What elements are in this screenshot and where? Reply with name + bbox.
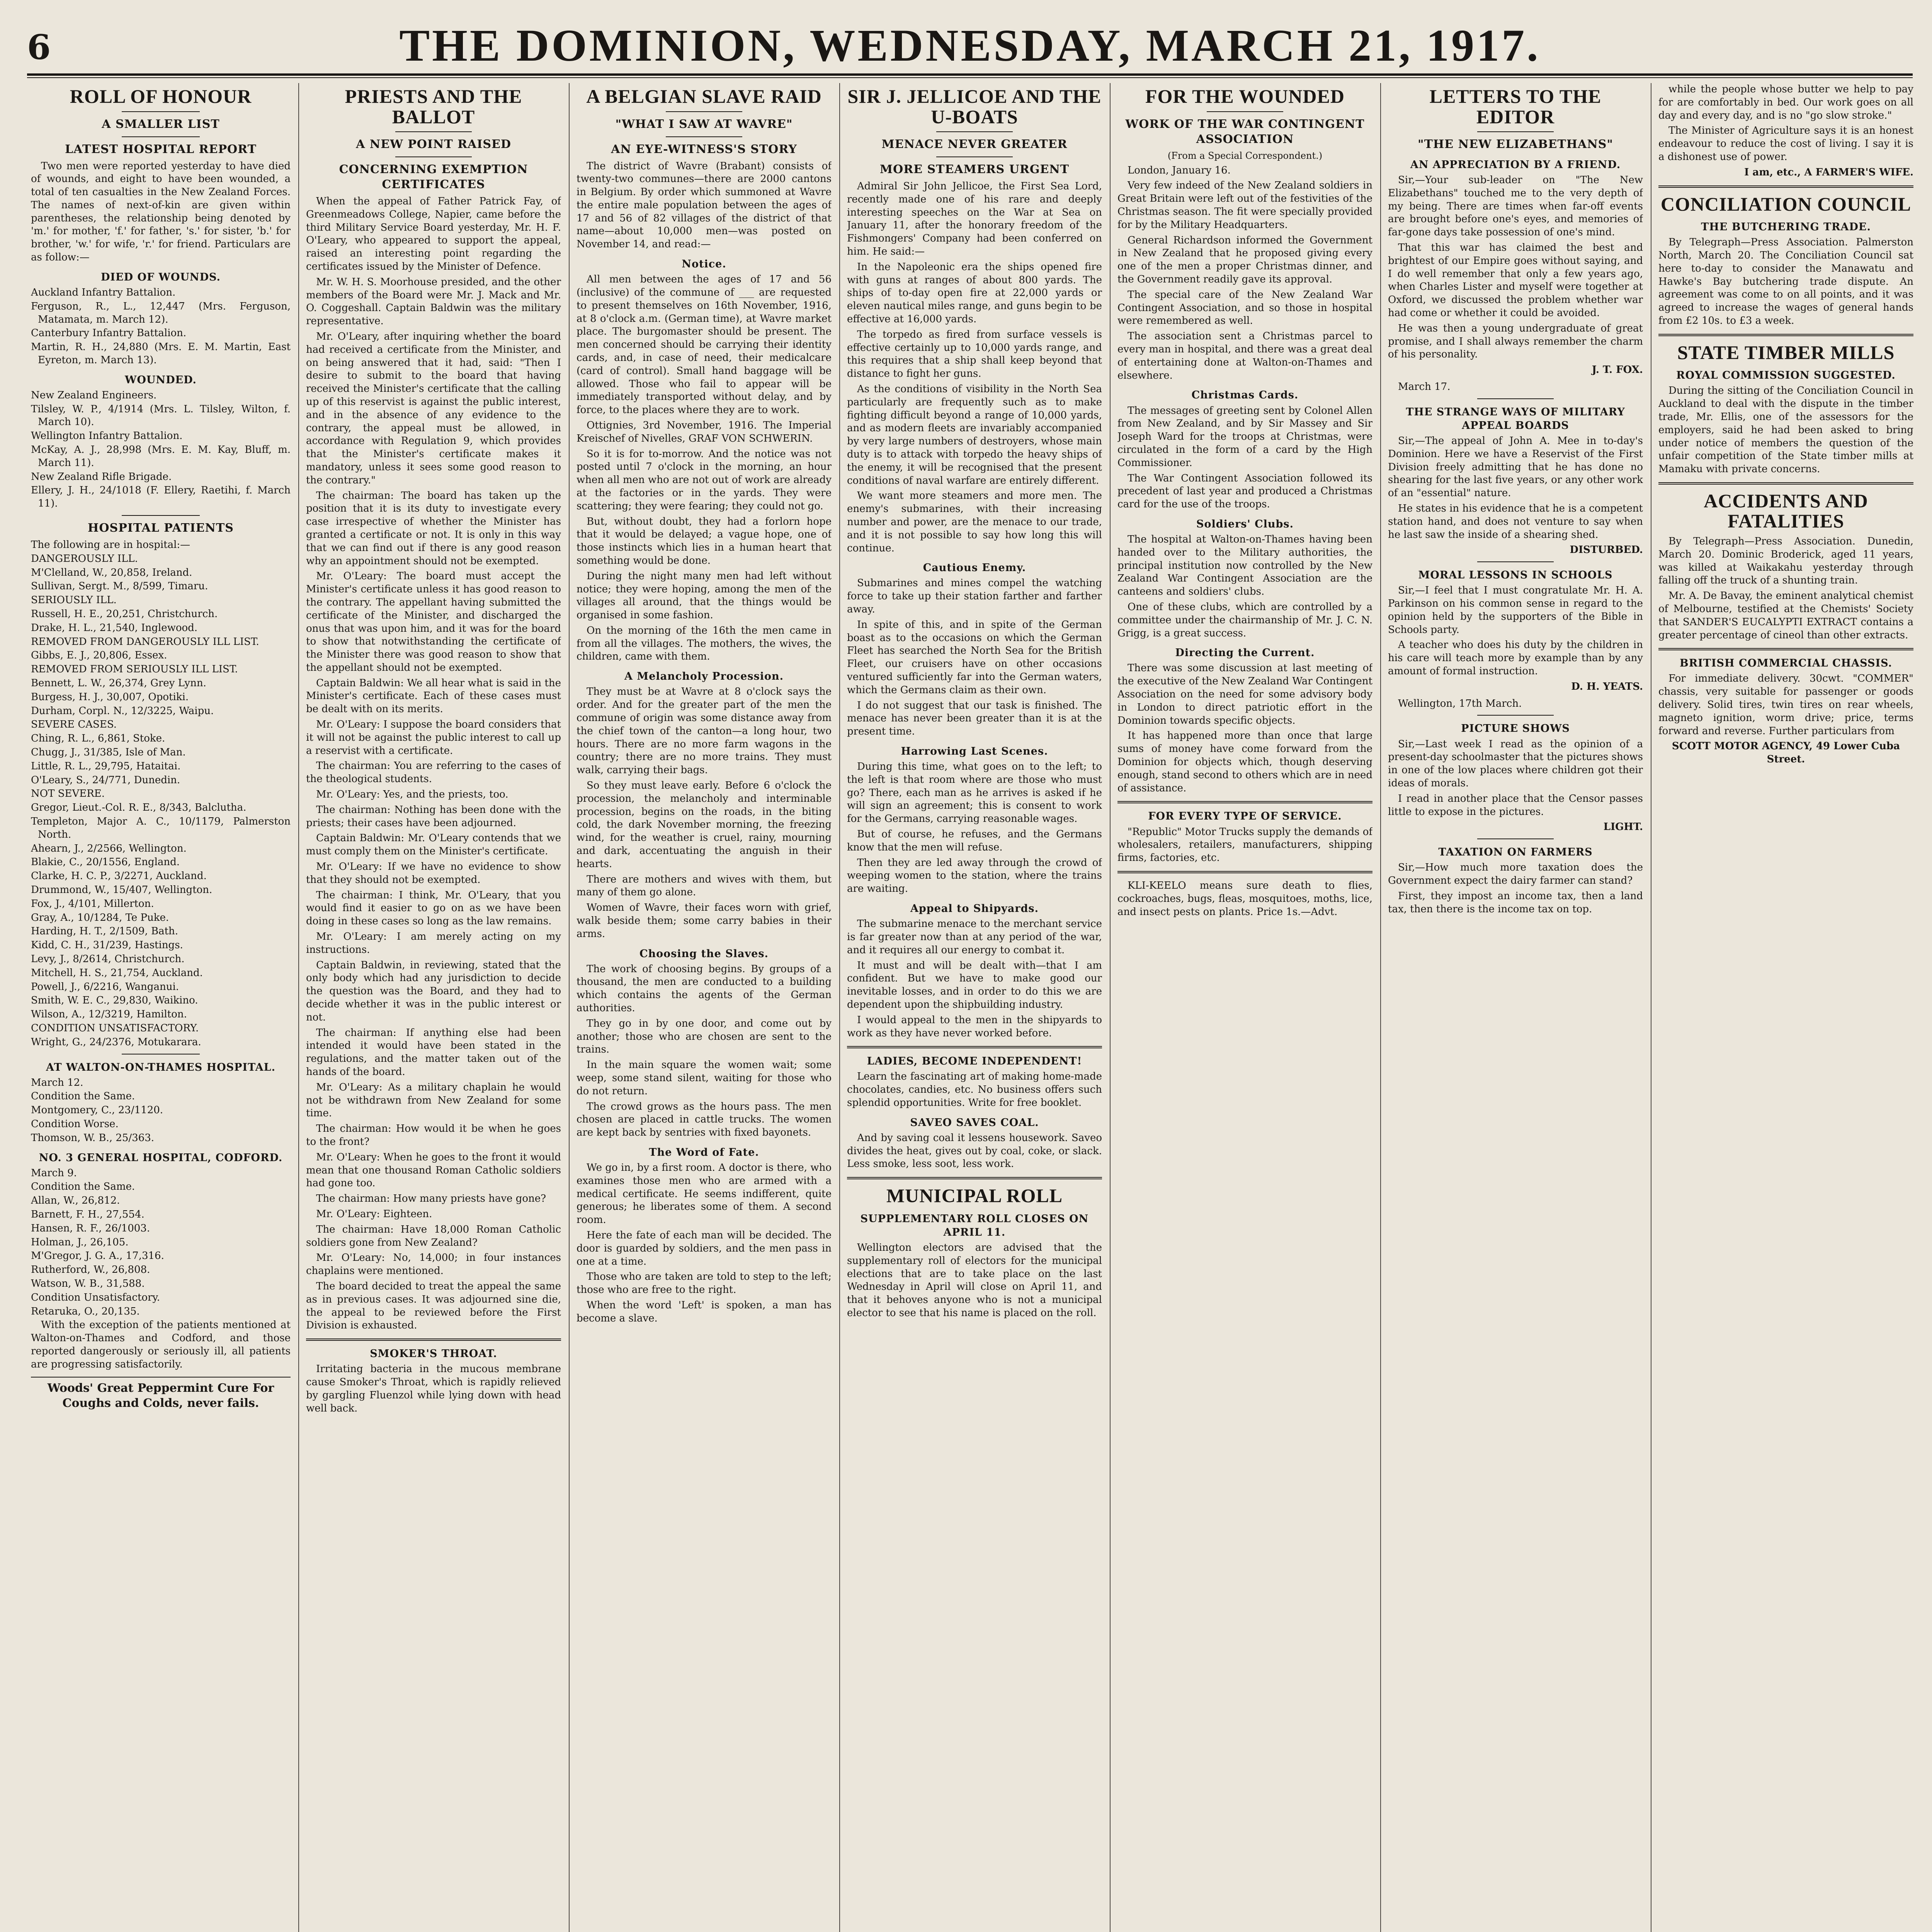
article-paragraph: Submarines and mines compel the watching force to take up their station farther and farther away. (847, 577, 1102, 615)
letter-signature: DISTURBED. (1570, 544, 1643, 556)
list-item: Holman, J., 26,105. (31, 1236, 129, 1248)
list-item: New Zealand Engineers. (31, 389, 157, 401)
casualty-list (31, 286, 291, 367)
article-paragraph: The association sent a Christmas parcel to every man in hospital, and there was a great deal of entertaining done at Walton-on-Thames and elsewhere. (1117, 330, 1372, 381)
rule (1658, 482, 1913, 485)
article-paragraph: It must and will be dealt with—that I am confident. But we have to make good our inevitable losses, and in order to do this we are dependent upon the shipbuilding industry. (847, 959, 1102, 1010)
advertisement: For immediate delivery. 30cwt. "COMMER" chassis, very suitable for passenger or goods delivery. Solid tires, twin tires on rear wheels, magneto ignition, worm drive; price, terms forward and reverse. Further particulars from (1658, 673, 1913, 737)
article-paragraph: In spite of this, and in spite of the German boast as to the occasions on which the German Fleet has searched the North Sea for the British Fleet, our cruisers have on other occasions ventured sufficiently far into the German waters, which the Germans claim as their own. (847, 619, 1102, 696)
section-heading: Notice. (682, 258, 726, 270)
article-paragraph: In the main square the women wait; some weep, some stand silent, waiting for those who do not return. (577, 1059, 832, 1097)
subheadline: CONCERNING EXEMPTION CERTIFICATES (339, 163, 528, 191)
section-heading: PICTURE SHOWS (1461, 723, 1570, 735)
rule (1117, 801, 1372, 803)
article-paragraph: Captain Baldwin: We all hear what is said in the Minister's certificate. Each of these cases must be dealt with on its merits. (306, 677, 561, 715)
article-paragraph: Those who are taken are told to step to the left; those who are free to the right. (577, 1271, 832, 1296)
letter-signature: J. T. FOX. (1592, 364, 1643, 376)
article-paragraph: The chairman: I think, Mr. O'Leary, that you would find it easier to go on as we have been doing in these cases so long as the law remains. (306, 889, 561, 927)
article-paragraph: I do not suggest that our task is finished. The menace has never been greater than it is at the present time. (847, 699, 1102, 738)
list-item: NOT SEVERE. (31, 788, 105, 800)
list-item: Mitchell, H. S., 21,754, Auckland. (31, 967, 203, 979)
section-heading: Christmas Cards. (1191, 389, 1299, 401)
article-paragraph: Mr. O'Leary: Eighteen. (316, 1208, 432, 1220)
list-item: M'Clelland, W., 20,858, Ireland. (31, 566, 192, 578)
list-item: Smith, W. E. C., 29,830, Waikino. (31, 995, 198, 1007)
article-paragraph: Here the fate of each man will be decided. The door is guarded by soldiers, and the men pass in one at a time. (577, 1230, 832, 1267)
column-misc-news (1658, 83, 1913, 1932)
article-paragraph: The work of choosing begins. By groups of a thousand, the men are conducted to a building which contains the agents of the German authorities. (577, 963, 832, 1014)
list-item: Clarke, H. C. P., 3/2271, Auckland. (31, 870, 207, 882)
letter-paragraph: Sir,—How much more taxation does the Government expect the dairy farmer can stand? (1388, 862, 1643, 887)
section-heading: Cautious Enemy. (923, 562, 1026, 574)
article-paragraph: It has happened more than once that large sums of money have come forward from the Dominion for objects which, though deserving enough, stand second to others which are in need of assistance. (1117, 730, 1372, 794)
column-divider (298, 83, 299, 1932)
article-paragraph: The board decided to treat the appeal the same as in previous cases. It was adjourned sine die, the appeal to be reviewed before the First Division is exhausted. (306, 1280, 561, 1332)
article-paragraph: There are mothers and wives with them, but many of them go alone. (577, 873, 832, 898)
rule (1658, 648, 1913, 650)
column-roll-of-honour (31, 83, 291, 1932)
letter-paragraph: while the people whose butter we help to pay for are comfortably in bed. Our work goes on all day and every day, and is no "go slow stroke." (1658, 83, 1913, 121)
list-item: Wellington Infantry Battalion. (31, 430, 183, 442)
article-paragraph: When the word 'Left' is spoken, a man has become a slave. (577, 1299, 832, 1324)
headline: STATE TIMBER MILLS (1677, 341, 1895, 363)
newspaper-title: THE DOMINION, WEDNESDAY, MARCH 21, 1917. (399, 20, 1541, 71)
list-item: Watson, W. B., 31,588. (31, 1278, 145, 1290)
subheadline: "WHAT I SAW AT WAVRE" (615, 117, 793, 131)
patient-list (31, 539, 291, 1049)
list-item: Martin, R. H., 24,880 (Mrs. E. M. Martin, East Eyreton, m. March 13). (31, 341, 291, 366)
list-item: Ferguson, R., L., 12,447 (Mrs. Ferguson, Matamata, m. March 12). (31, 300, 291, 325)
rule (666, 136, 742, 137)
rule (1477, 131, 1554, 132)
list-item: Gregor, Lieut.-Col. R. E., 8/343, Balclutha. (31, 802, 247, 814)
article-paragraph: Mr. O'Leary: I am merely acting on my instructions. (306, 931, 561, 956)
letter-paragraph: I read in another place that the Censor passes little to expose in the pictures. (1388, 793, 1643, 818)
list-item: Drummond, W., 15/407, Wellington. (31, 884, 213, 896)
headline: A BELGIAN SLAVE RAID (586, 85, 822, 107)
column-jellicoe-u-boats (847, 83, 1102, 1932)
rule (1117, 871, 1372, 873)
article-paragraph: General Richardson informed the Government in New Zealand that he proposed giving every one of the men a proper Christmas dinner, and the Government readily gave its approval. (1117, 234, 1372, 286)
hospital-list (31, 1077, 291, 1145)
list-item: Drake, H. L., 21,540, Inglewood. (31, 622, 198, 634)
list-item: Canterbury Infantry Battalion. (31, 327, 187, 339)
advertisement: KLI-KEELO means sure death to flies, cockroaches, bugs, fleas, mosquitoes, moths, lice, and insect pests on plants. Price 1s.—Advt. (1117, 879, 1372, 918)
article-paragraph: During the sitting of the Conciliation Council in Auckland to deal with the dispute in the timber trade, Mr. Ellis, one of the assessors for the employers, said he had been asked to bring under notice of members the question of the unfair competition of the State timber mills at Mamaku with private concerns. (1658, 385, 1913, 475)
rule (306, 1338, 561, 1341)
article-paragraph: All men between the ages of 17 and 56 (inclusive) of the commune of ___ are requested to present themselves on 16th November, 1916, at 8 o'clock a.m. (German time), at Wavre market place. The burgomaster should be present. The men concerned should be carrying their identity cards, and, in case of need, their medicalcare (card of control). Small hand baggage will be allowed. Those who fail to appear will be immediately transported without delay, and by force, to the places where they are to work. (577, 274, 832, 416)
section-heading: THE BUTCHERING TRADE. (1701, 221, 1871, 233)
article-paragraph: As the conditions of visibility in the North Sea particularly are frequently such as to make fighting difficult beyond a range of 10,000 yards, and as modern fleets are invariably accompanied by very large numbers of destroyers, whose main duty is to attack with torpedo the heavy ships of the enemy, it will be recognised that the present conditions of naval warfare are entirely different. (847, 383, 1102, 486)
article-paragraph: The messages of greeting sent by Colonel Allen from New Zealand, and by Sir Massey and Sir Joseph Ward for the troops at Christmas, were circulated in the form of a card by the High Commissioner. (1117, 405, 1372, 469)
casualty-list (31, 389, 291, 510)
ad-heading: SAVEO SAVES COAL. (910, 1116, 1039, 1129)
column-letters-to-editor (1388, 83, 1643, 1932)
article-paragraph: The War Contingent Association followed its precedent of last year and produced a Christmas card for the use of the troops. (1117, 472, 1372, 510)
letter-paragraph: First, they impost an income tax, then a land tax, then there is the income tax on top. (1388, 890, 1643, 915)
letter-paragraph: Sir,—Last week I read as the opinion of a present-day schoolmaster that the pictures shows in one of the low places where children got their ideas of morals. (1388, 738, 1643, 789)
headline: FOR THE WOUNDED (1145, 85, 1345, 107)
article-paragraph: With the exception of the patients mentioned at Walton-on-Thames and Codford, and those reported dangerously or seriously ill, all patients are progressing satisfactorily. (31, 1319, 291, 1370)
list-item: Auckland Infantry Battalion. (31, 286, 176, 298)
section-heading: SMOKER'S THROAT. (370, 1348, 497, 1360)
headline: LETTERS TO THE EDITOR (1429, 85, 1602, 128)
section-heading: Soldiers' Clubs. (1196, 518, 1294, 530)
ad-heading: LADIES, BECOME INDEPENDENT! (867, 1055, 1082, 1068)
rule (1477, 398, 1554, 399)
ad-heading: BRITISH COMMERCIAL CHASSIS. (1679, 657, 1893, 670)
list-item: Levy, J., 8/2614, Christchurch. (31, 953, 185, 965)
article-paragraph: I would appeal to the men in the shipyards to work as they have never worked before. (847, 1014, 1102, 1039)
rule (847, 1046, 1102, 1048)
list-item: Barnett, F. H., 27,554. (31, 1209, 145, 1221)
rule (122, 111, 200, 112)
list-item: Thomson, W. B., 25/363. (31, 1132, 155, 1144)
article-paragraph: The chairman: If anything else had been intended it would have been stated in the regulations, and the matter taken out of the hands of the board. (306, 1027, 561, 1078)
subheadline: "THE NEW ELIZABETHANS" (1417, 138, 1614, 151)
article-paragraph: Mr. O'Leary: No, 14,000; in four instances chaplains were mentioned. (306, 1252, 561, 1277)
list-item: Tilsley, W. P., 4/1914 (Mrs. L. Tilsley, Wilton, f. March 10). (31, 403, 291, 428)
byline: (From a Special Correspondent.) (1167, 150, 1323, 161)
list-item: Durham, Corpl. N., 12/3225, Waipu. (31, 705, 214, 717)
article-paragraph: The submarine menace to the merchant service is far greater now than at any period of the war, and it requires all our energy to combat it. (847, 918, 1102, 956)
masthead-rule (27, 77, 1913, 78)
rule (122, 515, 200, 516)
list-item: Condition Unsatisfactory. (31, 1291, 160, 1303)
list-item: SEVERE CASES. (31, 719, 117, 731)
list-item: SERIOUSLY ILL. (31, 594, 117, 606)
list-item: Ellery, J. H., 24/1018 (F. Ellery, Raetihi, f. March 11). (31, 485, 291, 510)
list-item: Blakie, C., 20/1556, England. (31, 856, 180, 868)
list-item: Templeton, Major A. C., 10/1179, Palmerston North. (31, 815, 291, 840)
advertiser-name: SCOTT MOTOR AGENCY, 49 Lower Cuba Street. (1672, 740, 1900, 765)
article-paragraph: So they must leave early. Before 6 o'clock the procession, the melancholy and interminable procession, begins on the roads, in the biting cold, the dark November morning, the freezing wind, for the weather is cruel, rainy, mourning and dark, accentuating the anguish in their hearts. (577, 779, 832, 870)
list-item: Sullivan, Sergt. M., 8/599, Timaru. (31, 580, 208, 592)
article-paragraph: The chairman: The board has taken up the position that it is its duty to investigate every case irrespective of whether the Minister has granted a certificate or not. It is only in this way that we can find out if there is any good reason why an appointment should not be exempted. (306, 490, 561, 567)
list-item: Condition Worse. (31, 1118, 119, 1130)
list-item: Chugg, J., 31/385, Isle of Man. (31, 746, 186, 758)
dateline: London, January 16. (1128, 164, 1231, 176)
list-item: Gray, A., 10/1284, Te Puke. (31, 912, 169, 923)
article-paragraph: The chairman: How would it be when he goes to the front? (306, 1123, 561, 1148)
advertisement: And by saving coal it lessens housework. Saveo divides the heat, gives out by coal, coke, or slack. Less smoke, less soot, less work. (847, 1132, 1102, 1170)
ad-heading: FOR EVERY TYPE OF SERVICE. (1148, 810, 1342, 823)
list-item: Rutherford, W., 26,808. (31, 1264, 150, 1276)
article-paragraph: Women of Wavre, their faces worn with grief, walk beside them; some carry babies in their arms. (577, 902, 832, 940)
article-paragraph: We go in, by a first room. A doctor is there, who examines those men who are armed with a medical certificate. He seems indifferent, quite generous; he liberates some of them. A second room. (577, 1162, 832, 1226)
letter-signature: D. H. YEATS. (1571, 680, 1643, 692)
advertisement: Woods' Great Peppermint Cure For Coughs and Colds, never fails. (31, 1377, 291, 1411)
list-item: REMOVED FROM SERIOUSLY ILL LIST. (31, 663, 238, 675)
article-paragraph: During the night many men had left without notice; they were hoping, among the men of the villages all around, that the things would be organised in some fashion. (577, 570, 832, 621)
section-heading: Directing the Current. (1175, 647, 1315, 659)
article-paragraph: In the Napoleonic era the ships opened fire with guns at ranges of about 800 yards. The ships of to-day open fire at 22,000 yards or eleven nautical miles range, and guns begin to be effective at 16,000 yards. (847, 261, 1102, 325)
rule (1477, 561, 1554, 562)
headline: MUNICIPAL ROLL (886, 1185, 1063, 1207)
article-paragraph: Mr. O'Leary: If we have no evidence to show that they should not be exempted. (306, 861, 561, 886)
article-paragraph: Captain Baldwin: Mr. O'Leary contends that we must comply them on the Minister's certificate. (306, 832, 561, 857)
article-paragraph: Two men were reported yesterday to have died of wounds, and eight to have been wounded, a total of ten casualties in the New Zealand Forces. The names of next-of-kin are given within parentheses, the relationship being denoted by 'm.' for mother, 'f.' for father, 's.' for sister, 'b.' for brother, 'w.' for wife, 'r.' for friend. Particulars are as follow:— (31, 160, 291, 264)
section-heading: The Word of Fate. (649, 1146, 759, 1158)
list-item: Harding, H. T., 2/1509, Bath. (31, 925, 179, 937)
list-item: New Zealand Rifle Brigade. (31, 471, 172, 483)
section-heading: ROYAL COMMISSION SUGGESTED. (1676, 369, 1896, 382)
article-paragraph: So it is for to-morrow. And the notice was not posted until 7 o'clock in the morning, an hour when all men who are not out of work are already at the factories or in the yards. They were scattering; they were fearing; they could not go. (577, 448, 832, 512)
list-item: Hansen, R. F., 26/1003. (31, 1222, 150, 1234)
rule (395, 156, 472, 157)
article-paragraph: The special care of the New Zealand War Contingent Association, and so those in hospital were remembered as well. (1117, 289, 1372, 327)
list-item: CONDITION UNSATISFACTORY. (31, 1022, 199, 1034)
subheadline: LATEST HOSPITAL REPORT (65, 142, 257, 156)
article-paragraph: The chairman: How many priests have gone? (316, 1193, 546, 1205)
article-paragraph: Mr. O'Leary: Yes, and the priests, too. (316, 789, 509, 801)
letter-signature: I am, etc., A FARMER'S WIFE. (1744, 166, 1913, 178)
list-item: Condition the Same. (31, 1181, 135, 1193)
list-item: Montgomery, C., 23/1120. (31, 1104, 163, 1116)
article-paragraph: On the morning of the 16th the men came in from all the villages. The mothers, the wives, the children, came with them. (577, 624, 832, 663)
column-priests-ballot (306, 83, 561, 1932)
column-divider (1110, 83, 1111, 1932)
hospital-list (31, 1167, 291, 1318)
advertisement: Mr. A. De Bavay, the eminent analytical chemist of Melbourne, testified at the Chemists' Society that SANDER'S EUCALYPTI EXTRACT contains a greater percentage of cineol than other extracts. (1658, 590, 1913, 641)
list-item: DANGEROUSLY ILL. (31, 553, 138, 565)
subheadline: MORE STEAMERS URGENT (879, 163, 1070, 176)
article-paragraph: By Telegraph—Press Association. Palmerston North, March 20. The Conciliation Council sat here to-day to consider the Manawatu and Hawke's Bay butchering trade dispute. An agreement was come to on all points, and it was agreed to increase the wages of general hands from £2 10s. to £3 a week. (1658, 236, 1913, 327)
article-paragraph: Captain Baldwin, in reviewing, stated that the only body which had any jurisdiction to decide the question was the Board, and they had to decide whether it was in the public interest or not. (306, 959, 561, 1023)
list-item: Ching, R. L., 6,861, Stoke. (31, 733, 165, 745)
subheadline: HOSPITAL PATIENTS (88, 521, 234, 535)
article-paragraph: By Telegraph—Press Association. Dunedin, March 20. Dominic Broderick, aged 11 years, was killed at Waikakahu yesterday through falling off the truck of a shunting train. (1658, 535, 1913, 587)
article-paragraph: But of course, he refuses, and the Germans know that the men will refuse. (847, 828, 1102, 853)
article-paragraph: Mr. O'Leary: When he goes to the front it would mean that one thousand Roman Catholic soldiers had gone too. (306, 1151, 561, 1189)
list-item: Little, R. L., 29,795, Hataitai. (31, 760, 181, 772)
list-item: REMOVED FROM DANGEROUSLY ILL LIST. (31, 636, 259, 648)
section-heading: MORAL LESSONS IN SCHOOLS (1418, 569, 1613, 582)
list-item: Wilson, A., 12/3219, Hamilton. (31, 1009, 187, 1020)
article-paragraph: The chairman: You are referring to the cases of the theological students. (306, 760, 561, 785)
section-heading: Harrowing Last Scenes. (901, 745, 1048, 757)
article-paragraph: During this time, what goes on to the left; to the left is that room where are those who must go? There, each man as he arrives is asked if he will sign an agreement; this is consent to work for the Germans, carrying reasonable wages. (847, 761, 1102, 825)
list-item: Gibbs, E. J., 20,806, Essex. (31, 650, 167, 662)
rule (395, 131, 472, 132)
masthead (27, 15, 1913, 76)
headline: CONCILIATION COUNCIL (1660, 193, 1912, 215)
article-paragraph: We want more steamers and more men. The enemy's submarines, with their increasing number and power, are the menace to our trade, and it is not possible to say how long this will continue. (847, 490, 1102, 554)
subheadline: WORK OF THE WAR CONTINGENT ASSOCIATION (1125, 117, 1365, 146)
letter-paragraph: Sir,—Your sub-leader on "The New Elizabethans" touched me to the very depth of my being. There are times when far-off events are brought before one's eyes, and memories of far-gone days take possession of one's mind. (1388, 174, 1643, 238)
list-item: Powell, J., 6/2216, Wanganui. (31, 981, 179, 993)
article-paragraph: The chairman: Have 18,000 Roman Catholic soldiers gone from New Zealand? (306, 1223, 561, 1248)
list-item: McKay, A. J., 28,998 (Mrs. E. M. Kay, Bluff, m. March 11). (31, 444, 291, 469)
list-item: O'Leary, S., 24/771, Dunedin. (31, 774, 180, 786)
column-divider (1380, 83, 1381, 1932)
column-belgian-slave-raid (577, 83, 832, 1932)
letter-paragraph: Sir,—I feel that I must congratulate Mr. H. A. Parkinson on his common sense in regard to the opinion held by the supporters of the Bible in Schools party. (1388, 585, 1643, 636)
rule (1477, 715, 1554, 716)
article-paragraph: The crowd grows as the hours pass. The men chosen are placed in cattle trucks. The women are kept back by sentries with fixed bayonets. (577, 1100, 832, 1139)
article-paragraph: Admiral Sir John Jellicoe, the First Sea Lord, recently made one of his rare and deeply interesting speeches on the War at Sea on January 11, after the honorary freedom of the Fishmongers' Company had been conferred on him. He said:— (847, 180, 1102, 257)
list-item: Allan, W., 26,812. (31, 1195, 120, 1207)
article-paragraph: Mr. O'Leary: The board must accept the Minister's certificate unless it has good reason to the contrary. The appellant having submitted the certificate of the Minister, and discharged the onus that was upon him, and it was for the board to show that notwithstanding the certificate of the Minister there was good reason to show that the appellant should not be exempted. (306, 570, 561, 673)
list-item: Condition the Same. (31, 1090, 135, 1102)
rule (1658, 185, 1913, 188)
article-paragraph: Ottignies, 3rd November, 1916. The Imperial Kreischef of Nivelles, GRAF VON SCHWERIN. (577, 419, 832, 444)
list-item: Retaruka, O., 20,135. (31, 1305, 140, 1317)
list-item: March 12. (31, 1077, 83, 1088)
section-heading: TAXATION ON FARMERS (1438, 846, 1593, 859)
letter-paragraph: Sir,—The appeal of John A. Mee in to-day's Dominion. Here we have a Reservist of the First Division freely admitting that he has done no shearing for the last five years, or any other work of an "essential" nature. (1388, 435, 1643, 499)
article-paragraph: Very few indeed of the New Zealand soldiers in Great Britain were left out of the festivities of the Christmas season. The fit were specially provided for by the Military Headquarters. (1117, 180, 1372, 231)
article-paragraph: Then they are led away through the crowd of weeping women to the station, where the trains are waiting. (847, 857, 1102, 895)
letter-paragraph: The Minister of Agriculture says it is an honest endeavour to reduce the cost of living. I say it is a dishonest use of power. (1658, 125, 1913, 163)
rule (1477, 838, 1554, 839)
article-paragraph: The district of Wavre (Brabant) consists of twenty-two communes—there are 2000 cantons in Belgium. By order which summoned at Wavre the entire male population between the ages of 17 and 56 of 82 villages of the district of that name—about 10,000 men—was posted on November 14, and read:— (577, 160, 832, 250)
column-divider (569, 83, 570, 1932)
list-item: March 9. (31, 1167, 77, 1179)
article-paragraph: They go in by one door, and come out by another; those who are chosen are sent to the trains. (577, 1017, 832, 1056)
section-heading: SUPPLEMENTARY ROLL CLOSES ON APRIL 11. (860, 1213, 1089, 1238)
article-paragraph: Mr. O'Leary: As a military chaplain he would not be withdrawn from New Zealand for some time. (306, 1081, 561, 1119)
section-heading: Appeal to Shipyards. (910, 903, 1039, 915)
headline: ACCIDENTS AND FATALITIES (1704, 490, 1868, 532)
rule (936, 131, 1013, 132)
subheadline: AN EYE-WITNESS'S STORY (611, 142, 797, 156)
advertisement: Irritating bacteria in the mucous membrane cause Smoker's Throat, which is rapidly relieved by gargling Fluenzol while lying down with head well back. (306, 1363, 561, 1414)
letter-paragraph: He states in his evidence that he is a competent station hand, and does not venture to say when he last saw the inside of a shearing shed. (1388, 503, 1643, 541)
headline: PRIESTS AND THE BALLOT (345, 85, 522, 128)
section-heading: A Melancholy Procession. (624, 670, 784, 683)
list-item: Fox, J., 4/101, Millerton. (31, 898, 154, 910)
subheadline: A SMALLER LIST (102, 117, 220, 131)
section-heading: Choosing the Slaves. (639, 947, 769, 960)
headline: SIR J. JELLICOE AND THE U-BOATS (847, 85, 1102, 128)
letter-paragraph: That this war has claimed the best and brightest of our Empire goes without saying, and I do well remember that only a few years ago, when Charles Lister and myself were together at Oxford, we discussed the problem whether war had come or whether it could be avoided. (1388, 242, 1643, 319)
article-paragraph: The chairman: Nothing has been done with the priests; their cases have been adjourned. (306, 804, 561, 829)
section-heading: THE STRANGE WAYS OF MILITARY APPEAL BOARDS (1406, 406, 1625, 432)
section-heading: WOUNDED. (125, 374, 197, 386)
article-paragraph: Wellington electors are advised that the supplementary roll of electors for the municipal elections that are to take place on the last Wednesday in April will close on April 11, and that it behoves anyone who is not a municipal elector to see that his name is placed on the roll. (847, 1242, 1102, 1319)
list-item: Burgess, H. J., 30,007, Opotiki. (31, 691, 189, 703)
article-paragraph: One of these clubs, which are controlled by a committee under the chairmanship of Mr. J. C. N. Grigg, is a great success. (1117, 601, 1372, 639)
subheadline: MENACE NEVER GREATER (881, 138, 1068, 151)
rule (936, 156, 1013, 157)
section-heading: AT WALTON-ON-THAMES HOSPITAL. (46, 1061, 276, 1073)
article-paragraph: The torpedo as fired from surface vessels is effective certainly up to 10,000 yards range, and this requires that a ship shall keep beyond that distance to fight her guns. (847, 328, 1102, 380)
list-item: M'Gregor, J. G. A., 17,316. (31, 1250, 164, 1262)
list-item: Bennett, L. W., 26,374, Grey Lynn. (31, 677, 206, 689)
list-item: The following are in hospital:— (31, 539, 190, 551)
page-number: 6 (27, 27, 51, 67)
article-paragraph: But, without doubt, they had a forlorn hope that it would be delayed; a vague hope, one of those instincts which lies in a human heart that something would be done. (577, 515, 832, 566)
rule (122, 136, 200, 137)
headline: ROLL OF HONOUR (70, 85, 252, 107)
rule (847, 1177, 1102, 1179)
list-item: Ahearn, J., 2/2566, Wellington. (31, 842, 187, 854)
letter-paragraph: A teacher who does his duty by the children in his care will teach more by example than by any amount of formal instruction. (1388, 639, 1643, 677)
letter-date: Wellington, 17th March. (1398, 697, 1522, 709)
list-item: Wright, G., 24/2376, Motukarara. (31, 1036, 201, 1048)
section-heading: NO. 3 GENERAL HOSPITAL, CODFORD. (39, 1151, 283, 1164)
rule (1658, 334, 1913, 336)
advertisement: Learn the fascinating art of making home-made chocolates, candies, etc. No business offers such splendid opportunities. Write for free booklet. (847, 1071, 1102, 1109)
article-paragraph: When the appeal of Father Patrick Fay, of Greenmeadows College, Napier, came before the third Military Service Board yesterday, Mr. H. F. O'Leary, who appeared to support the appeal, raised an interesting point regarding the certificates issued by the Minister of Defence. (306, 196, 561, 272)
section-heading: DIED OF WOUNDS. (101, 271, 221, 283)
list-item: Kidd, C. H., 31/239, Hastings. (31, 939, 183, 951)
article-paragraph: The hospital at Walton-on-Thames having been handed over to the Military authorities, the principal institution now controlled by the New Zealand War Contingent Association are the canteens and soldiers' clubs. (1117, 534, 1372, 598)
article-paragraph: Mr. O'Leary, after inquiring whether the board had received a certificate from the Minister, and on being answered that it had, said: "Then I desire to submit to the board that having received the Minister's certificate that the calling up of this reservist is against the public interest, and in the absence of any evidence to the contrary, the appeal must be allowed, in accordance with Regulation 9, which provides that the Minister's certificate makes it mandatory, unless it sees some good reason to the contrary." (306, 330, 561, 486)
article-paragraph: They must be at Wavre at 8 o'clock says the order. And for the greater part of the men the commune of origin was some distance away from the chief town of the canton—a long hour, two hours. There are no more farm wagons in the country; there are no more trains. They must walk, carrying their bags. (577, 686, 832, 776)
column-divider (839, 83, 840, 1932)
letter-date: March 17. (1398, 381, 1451, 393)
rule (1207, 111, 1283, 112)
article-paragraph: There was some discussion at last meeting of the executive of the New Zealand War Contingent Association on the need for some advisory body in London to direct patriotic effort in the Dominion towards specific objects. (1117, 662, 1372, 726)
article-paragraph: Mr. W. H. S. Moorhouse presided, and the other members of the Board were Mr. J. Mack and Mr. O. Coggeshall. Captain Baldwin was the military representative. (306, 276, 561, 327)
rule (666, 111, 742, 112)
section-heading: AN APPRECIATION BY A FRIEND. (1410, 159, 1621, 171)
subheadline: A NEW POINT RAISED (356, 138, 511, 151)
column-for-the-wounded (1117, 83, 1372, 1932)
article-paragraph: Mr. O'Leary: I suppose the board considers that it will not be against the public interest to call up a reservist with a certificate. (306, 719, 561, 757)
advertisement: "Republic" Motor Trucks supply the demands of wholesalers, retailers, manufacturers, shipping firms, factories, etc. (1117, 826, 1372, 864)
list-item: Russell, H. E., 20,251, Christchurch. (31, 608, 218, 620)
letter-paragraph: He was then a young undergraduate of great promise, and I shall always remember the charm of his personality. (1388, 322, 1643, 361)
letter-signature: LIGHT. (1603, 821, 1643, 833)
